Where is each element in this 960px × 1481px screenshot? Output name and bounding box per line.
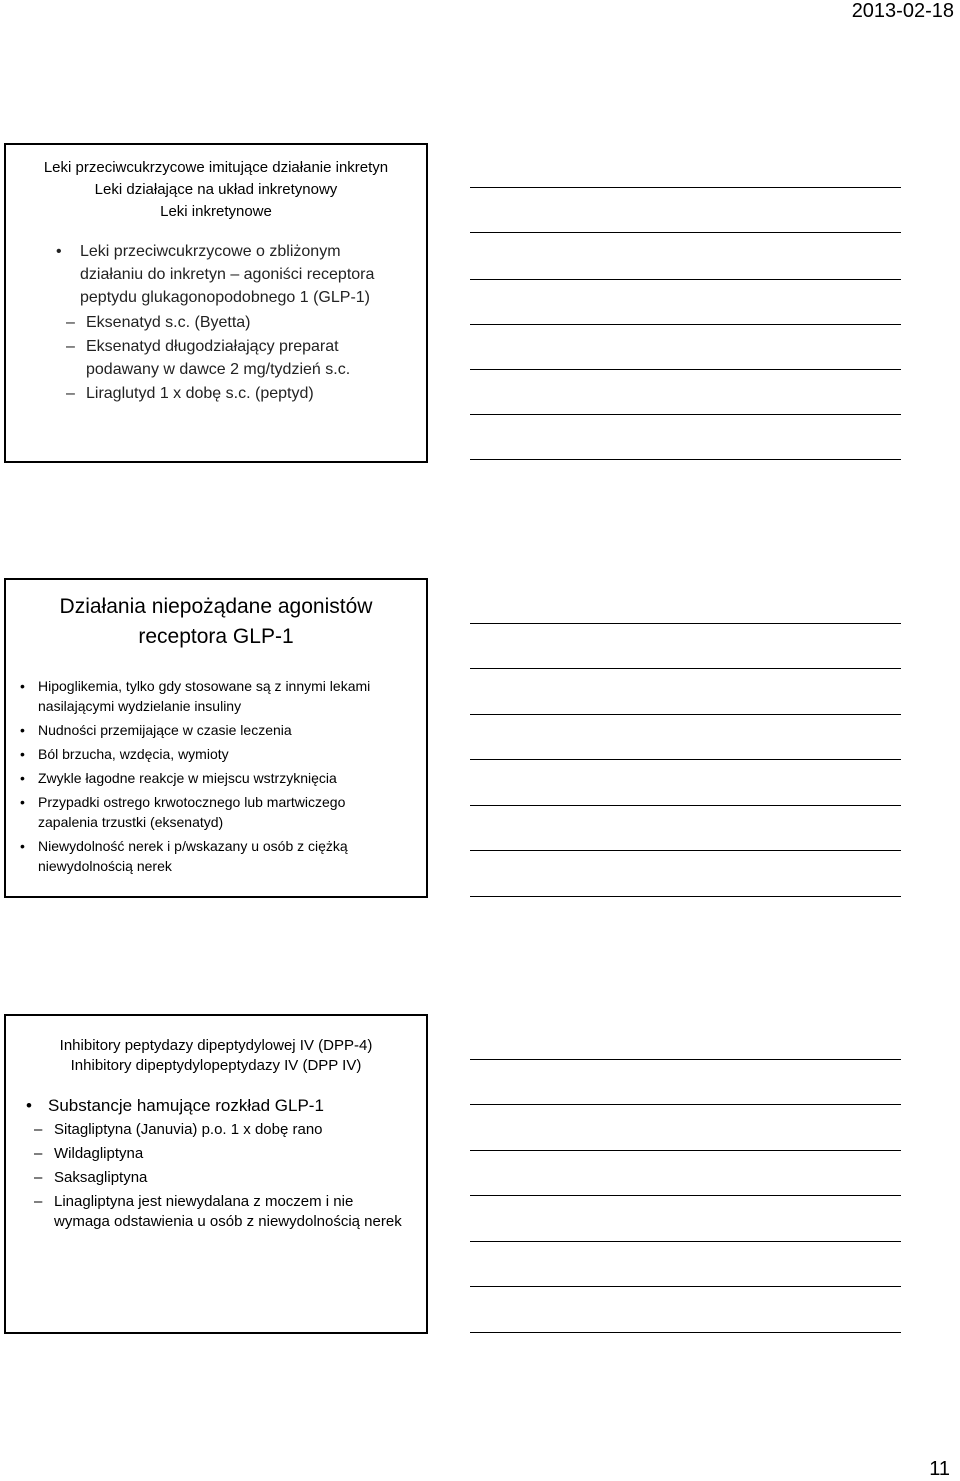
slide-3-sub-item: – Linagliptyna jest niewydalana z moczem i nie wymaga odstawienia u osób z niewydolnością nerek [24, 1192, 406, 1232]
slide-1-title [6, 157, 426, 223]
note-line [470, 187, 901, 188]
slide-3-sub-item: – Saksagliptyna [24, 1168, 406, 1188]
note-line [470, 1332, 901, 1333]
note-line [470, 1286, 901, 1287]
slide-1-sub-item: – Eksenatyd s.c. (Byetta) [56, 311, 396, 334]
slide-2-bullets [14, 676, 404, 880]
note-line [470, 896, 901, 897]
slide-3 [4, 1014, 428, 1334]
slide-1-bullet: • Leki przeciwcukrzycowe o zbliżonym działaniu do inkretyn – agoniści receptora peptydu glukagonopodobnego 1 (GLP-1) [56, 240, 396, 309]
note-line [470, 714, 901, 715]
note-line [470, 232, 901, 233]
slide-2-title-line: receptora GLP-1 [138, 625, 294, 648]
slide-3-title-line: Inhibitory dipeptydylopeptydazy IV (DPP IV) [70, 1057, 362, 1074]
note-line [470, 668, 901, 669]
slide-1-title-line: Leki przeciwcukrzycowe imitujące działanie inkretyn [43, 159, 389, 176]
note-line [470, 623, 901, 624]
slide-2-bullet: • Przypadki ostrego krwotocznego lub martwiczego zapalenia trzustki (eksenatyd) [14, 792, 404, 832]
slide-1-sub-item: – Eksenatyd długodziałający preparat podawany w dawce 2 mg/tydzień s.c. [56, 335, 396, 381]
slide-1-bullets [56, 240, 396, 406]
slide-1-title-line: Leki działające na układ inkretynowy [94, 181, 338, 198]
slide-2-title-line: Działania niepożądane agonistów [59, 595, 373, 618]
slide-1-sub-item: – Liraglutyd 1 x dobę s.c. (peptyd) [56, 382, 396, 405]
note-line [470, 414, 901, 415]
slide-1-sub-list [56, 311, 396, 405]
note-line [470, 369, 901, 370]
note-line [470, 759, 901, 760]
slide-2-title [6, 592, 426, 652]
note-line [470, 850, 901, 851]
slide-3-sub-item: – Sitagliptyna (Januvia) p.o. 1 x dobę rano [24, 1120, 406, 1140]
note-line [470, 1195, 901, 1196]
slide-3-bullet: • Substancje hamujące rozkład GLP-1 [24, 1094, 406, 1118]
slide-1 [4, 143, 428, 463]
note-line [470, 279, 901, 280]
slide-2-bullet: • Hipoglikemia, tylko gdy stosowane są z innymi lekami nasilającymi wydzielanie insuliny [14, 676, 404, 716]
slide-2 [4, 578, 428, 898]
slide-3-bullets [24, 1094, 406, 1236]
slide-2-bullet: • Niewydolność nerek i p/wskazany u osób z ciężką niewydolnością nerek [14, 836, 404, 876]
note-line [470, 1241, 901, 1242]
note-line [470, 459, 901, 460]
note-line [470, 805, 901, 806]
slide-2-bullet: • Ból brzucha, wzdęcia, wymioty [14, 744, 404, 764]
slide-2-bullet: • Nudności przemijające w czasie leczenia [14, 720, 404, 740]
slide-1-title-line: Leki inkretynowe [160, 203, 272, 220]
note-line [470, 1104, 901, 1105]
page-date: 2013-02-18 [851, 0, 954, 22]
slide-2-bullet: • Zwykle łagodne reakcje w miejscu wstrzyknięcia [14, 768, 404, 788]
slide-3-sub-list [24, 1120, 406, 1232]
note-line [470, 1150, 901, 1151]
note-line [470, 1059, 901, 1060]
slide-3-title [6, 1036, 426, 1076]
page-number: 11 [929, 1458, 950, 1480]
slide-3-sub-item: – Wildagliptyna [24, 1144, 406, 1164]
slide-3-title-line: Inhibitory peptydazy dipeptydylowej IV (DPP-4) [59, 1037, 373, 1054]
note-line [470, 324, 901, 325]
